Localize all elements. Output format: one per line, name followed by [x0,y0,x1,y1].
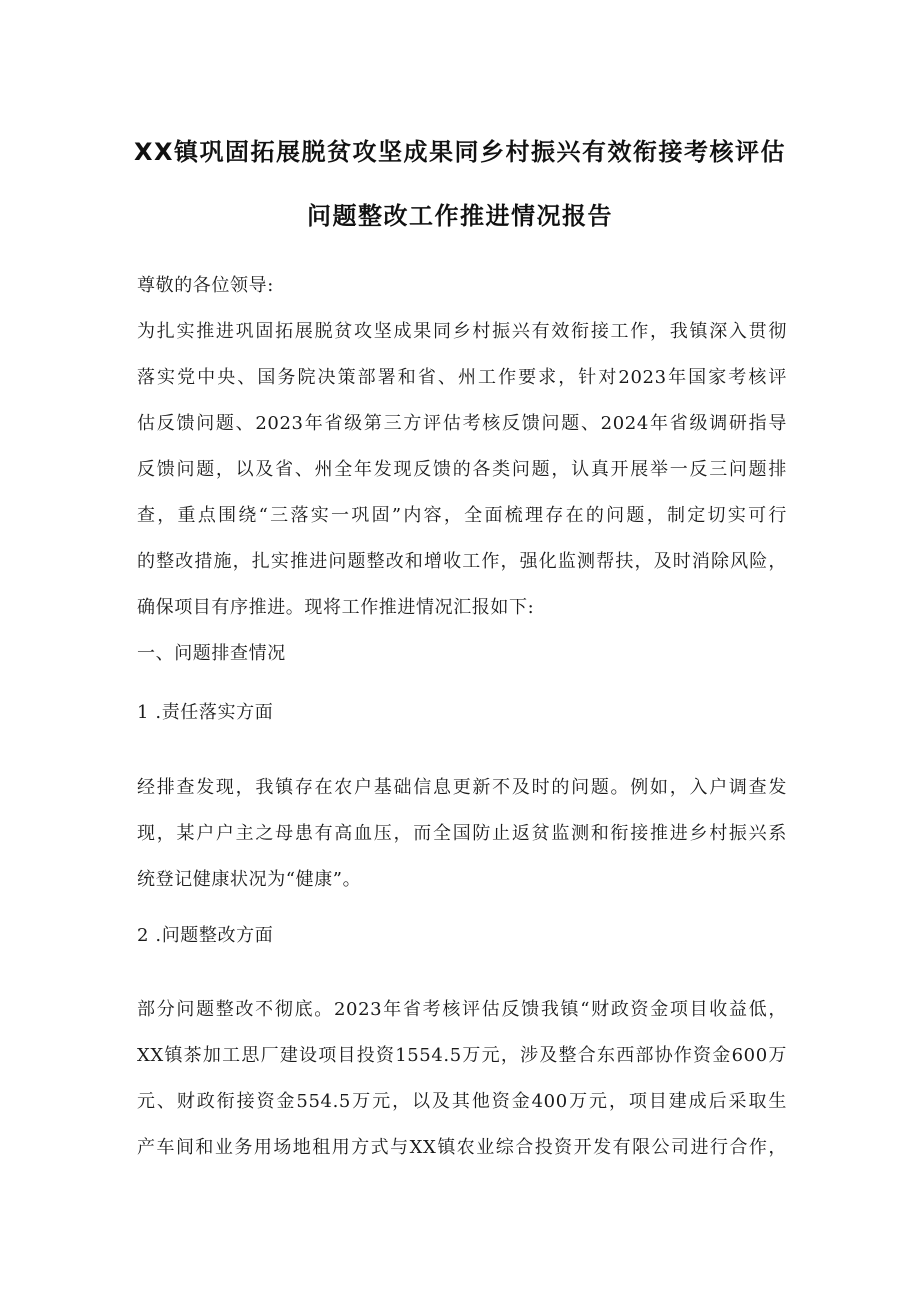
body-line: 部分问题整改不彻底。2023年省考核评估反馈我镇“财政资金项目收益低， [137,999,787,1020]
document-title-line-2: 问题整改工作推进情况报告 [307,202,613,230]
salutation: 尊敬的各位领导: [137,275,274,296]
document-title-line-1: XX镇巩固拓展脱贫攻坚成果同乡村振兴有效衔接考核评估 [133,138,786,166]
body-line: XX镇茶加工思厂建设项目投资1554.5万元，涉及整合东西部协作资金600万 [137,1045,787,1066]
intro-line: 查，重点围绕“三落实一巩固”内容，全面梳理存在的问题，制定切实可行 [137,505,787,526]
intro-line: 估反馈问题、2023年省级第三方评估考核反馈问题、2024年省级调研指导 [137,413,787,434]
body-line: 产车间和业务用场地租用方式与XX镇农业综合投资开发有限公司进行合作， [137,1137,787,1158]
intro-line: 的整改措施，扎实推进问题整改和增收工作，强化监测帮扶，及时消除风险， [137,551,787,572]
body-line: 统登记健康状况为“健康”。 [137,869,362,890]
subsection-heading: 1 .责任落实方面 [137,702,274,723]
body-line: 元、财政衔接资金554.5万元，以及其他资金400万元，项目建成后采取生 [137,1091,787,1112]
section-heading: 一、问题排查情况 [137,643,286,664]
subsection-heading: 2 .问题整改方面 [137,925,274,946]
intro-line: 确保项目有序推进。现将工作推进情况汇报如下: [137,597,535,618]
intro-line: 落实党中央、国务院决策部署和省、州工作要求，针对2023年国家考核评 [137,367,787,388]
body-line: 经排查发现，我镇存在农户基础信息更新不及时的问题。例如，入户调查发 [137,777,787,798]
intro-line: 为扎实推进巩固拓展脱贫攻坚成果同乡村振兴有效衔接工作，我镇深入贯彻 [137,321,787,342]
body-line: 现，某户户主之母患有高血压，而全国防止返贫监测和衔接推进乡村振兴系 [137,823,787,844]
intro-line: 反馈问题，以及省、州全年发现反馈的各类问题，认真开展举一反三问题排 [137,459,787,480]
